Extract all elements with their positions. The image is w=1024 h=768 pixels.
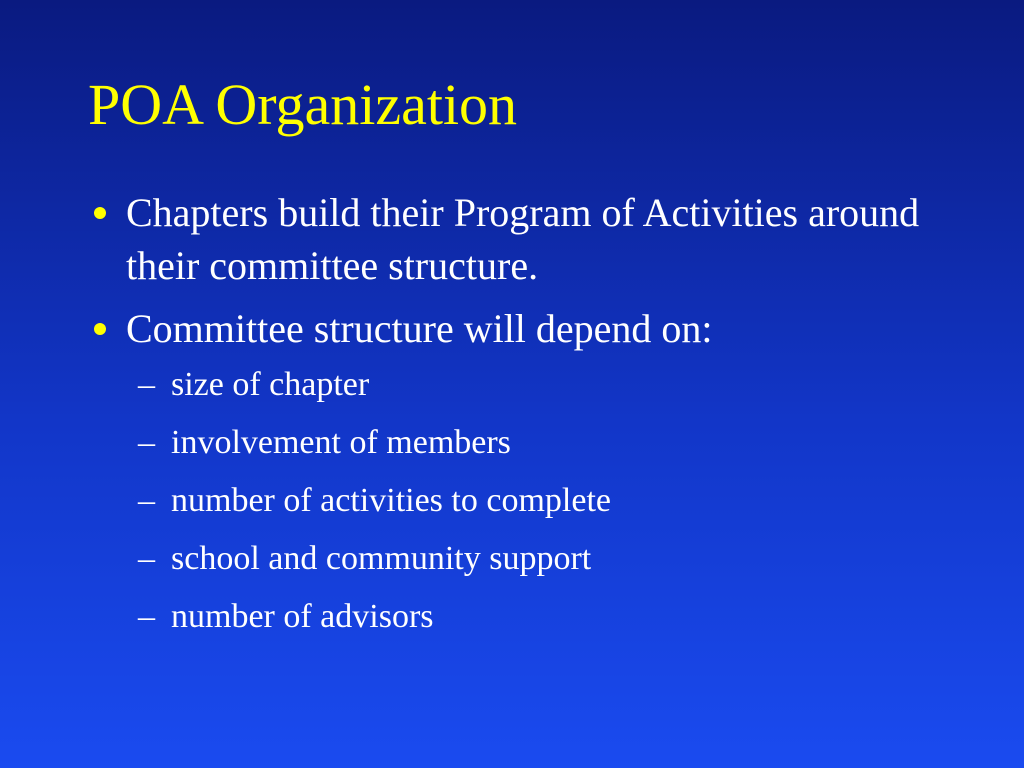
bullet-dot-icon	[94, 207, 106, 219]
dash-marker: –	[138, 540, 155, 577]
dash-marker: –	[138, 424, 155, 461]
bullet-text: Committee structure will depend on:	[126, 306, 713, 351]
sub-list	[88, 365, 948, 637]
sub-item	[88, 597, 948, 637]
bullet-item	[88, 186, 948, 292]
bullet-text: Chapters build their Program of Activities around their committee structure.	[126, 190, 920, 288]
sub-item	[88, 481, 948, 521]
sub-item	[88, 423, 948, 463]
sub-item-text: involvement of members	[171, 424, 511, 461]
sub-item-text: number of advisors	[171, 598, 434, 635]
sub-item-text: school and community support	[171, 540, 592, 577]
bullet-dot-icon	[94, 323, 106, 335]
dash-marker: –	[138, 366, 155, 403]
sub-item	[88, 539, 948, 579]
slide-title: POA Organization	[88, 72, 518, 137]
sub-item-text: size of chapter	[171, 366, 370, 403]
bullet-item	[88, 302, 948, 355]
slide-content	[88, 186, 948, 655]
dash-marker: –	[138, 482, 155, 519]
dash-marker: –	[138, 598, 155, 635]
sub-item	[88, 365, 948, 405]
sub-item-text: number of activities to complete	[171, 482, 611, 519]
